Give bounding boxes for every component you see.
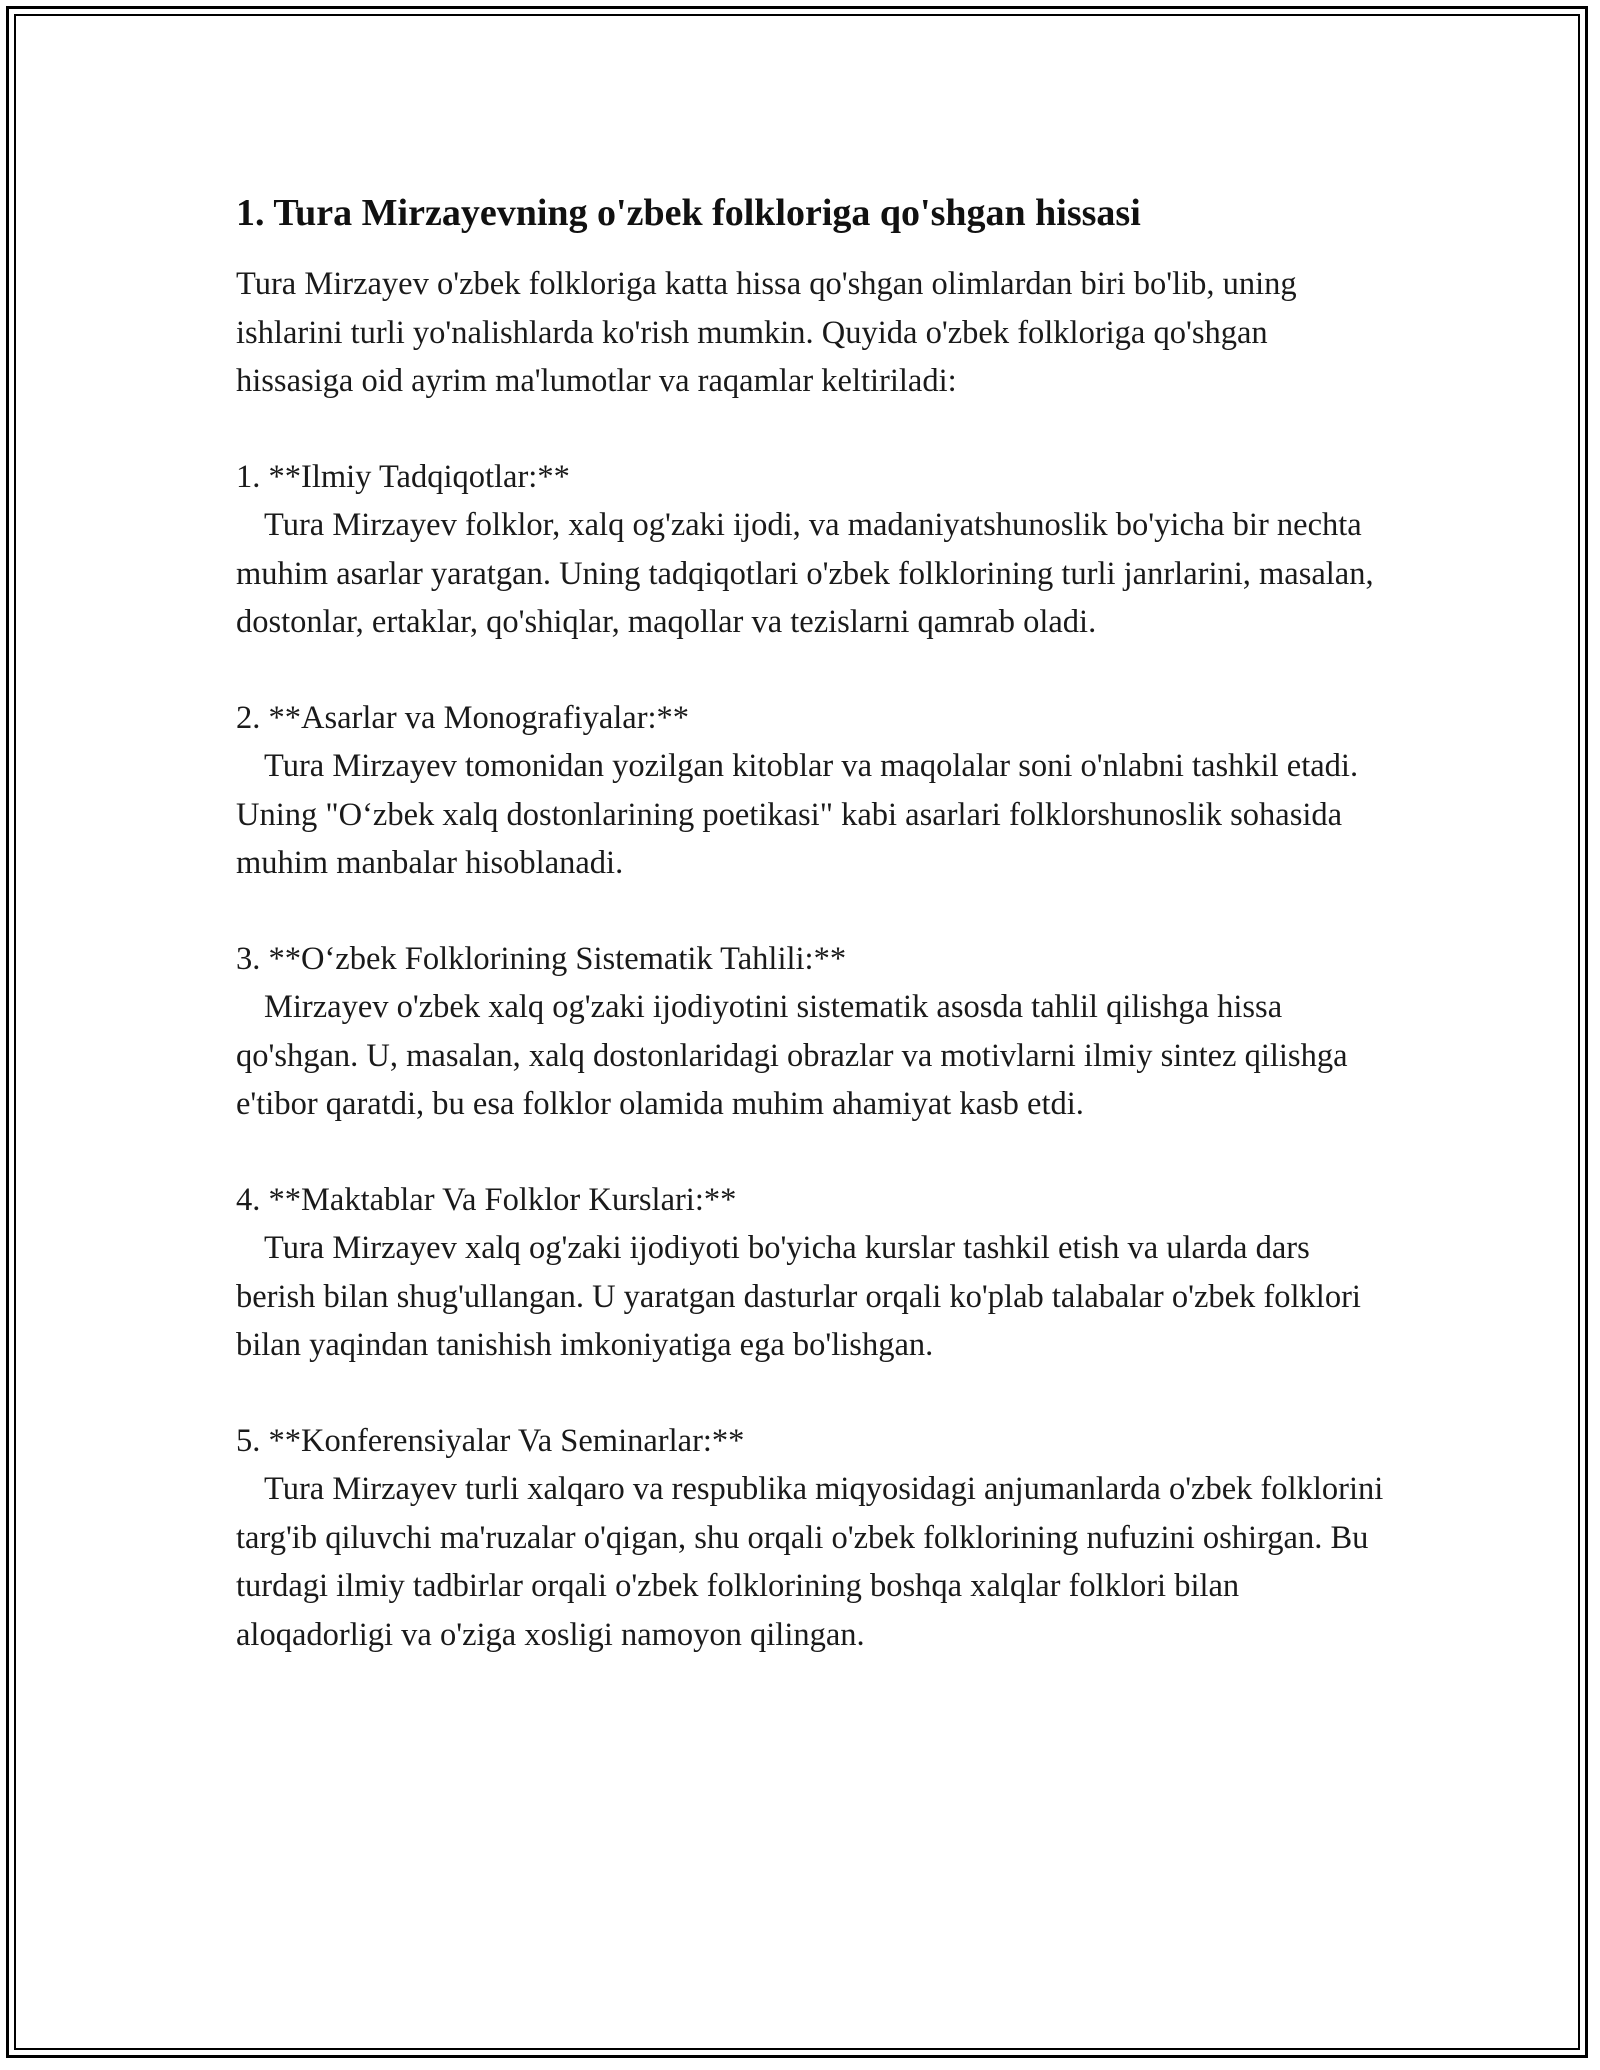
section-heading: 2. **Asarlar va Monografiyalar:** (236, 699, 690, 736)
section-4 (236, 1176, 1386, 1370)
section-heading: 5. **Konferensiyalar Va Seminarlar:** (236, 1422, 745, 1459)
section-heading: 4. **Maktablar Va Folklor Kurslari:** (236, 1181, 737, 1218)
section-5 (236, 1417, 1386, 1660)
document-content (236, 186, 1386, 1706)
document-title: 1. Tura Mirzayevning o'zbek folkloriga qo'shgan hissasi (236, 192, 1141, 234)
section-body: Mirzayev o'zbek xalq og'zaki ijodiyotini sistematik asosda tahlil qilishga hissa qo'shgan. U, masalan, xalq dostonlaridagi obrazlar va motivlarni ilmiy sintez qilishga e'tibor qaratdi, bu esa folklor olamida muhim ahamiyat kasb etdi. (236, 989, 1348, 1122)
section-2 (236, 694, 1386, 888)
section-heading: 3. **O‘zbek Folklorining Sistematik Tahlili:** (236, 940, 847, 977)
section-body: Tura Mirzayev turli xalqaro va respublika miqyosidagi anjumanlarda o'zbek folklorini targ'ib qiluvchi ma'ruzalar o'qigan, shu orqali o'zbek folklorining nufuzini oshirgan. Bu turdagi ilmiy tadbirlar orqali o'zbek folklorining boshqa xalqlar folklori bilan aloqadorligi va o'ziga xosligi namoyon qilingan. (236, 1471, 1384, 1653)
intro-paragraph: Tura Mirzayev o'zbek folkloriga katta hissa qo'shgan olimlardan biri bo'lib, uning ishlarini turli yo'nalishlarda ko'rish mumkin. Quyida o'zbek folkloriga qo'shgan hissasiga oid ayrim ma'lumotlar va raqamlar keltiriladi: (236, 266, 1297, 399)
section-body: Tura Mirzayev xalq og'zaki ijodiyoti bo'yicha kurslar tashkil etish va ularda dars berish bilan shug'ullangan. U yaratgan dasturlar orqali ko'plab talabalar o'zbek folklori bilan yaqindan tanishish imkoniyatiga ega bo'lishgan. (236, 1230, 1361, 1363)
section-1 (236, 453, 1386, 647)
section-body: Tura Mirzayev tomonidan yozilgan kitoblar va maqolalar soni o'nlabni tashkil etadi. Uning "O‘zbek xalq dostonlarining poetikasi" kabi asarlari folklorshunoslik sohasida muhim manbalar hisoblanadi. (236, 748, 1359, 881)
section-3 (236, 935, 1386, 1129)
section-heading: 1. **Ilmiy Tadqiqotlar:** (236, 458, 570, 495)
section-body: Tura Mirzayev folklor, xalq og'zaki ijodi, va madaniyatshunoslik bo'yicha bir nechta muhim asarlar yaratgan. Uning tadqiqotlari o'zbek folklorining turli janrlarini, masalan, dostonlar, ertaklar, qo'shiqlar, maqollar va tezislarni qamrab oladi. (236, 507, 1374, 640)
